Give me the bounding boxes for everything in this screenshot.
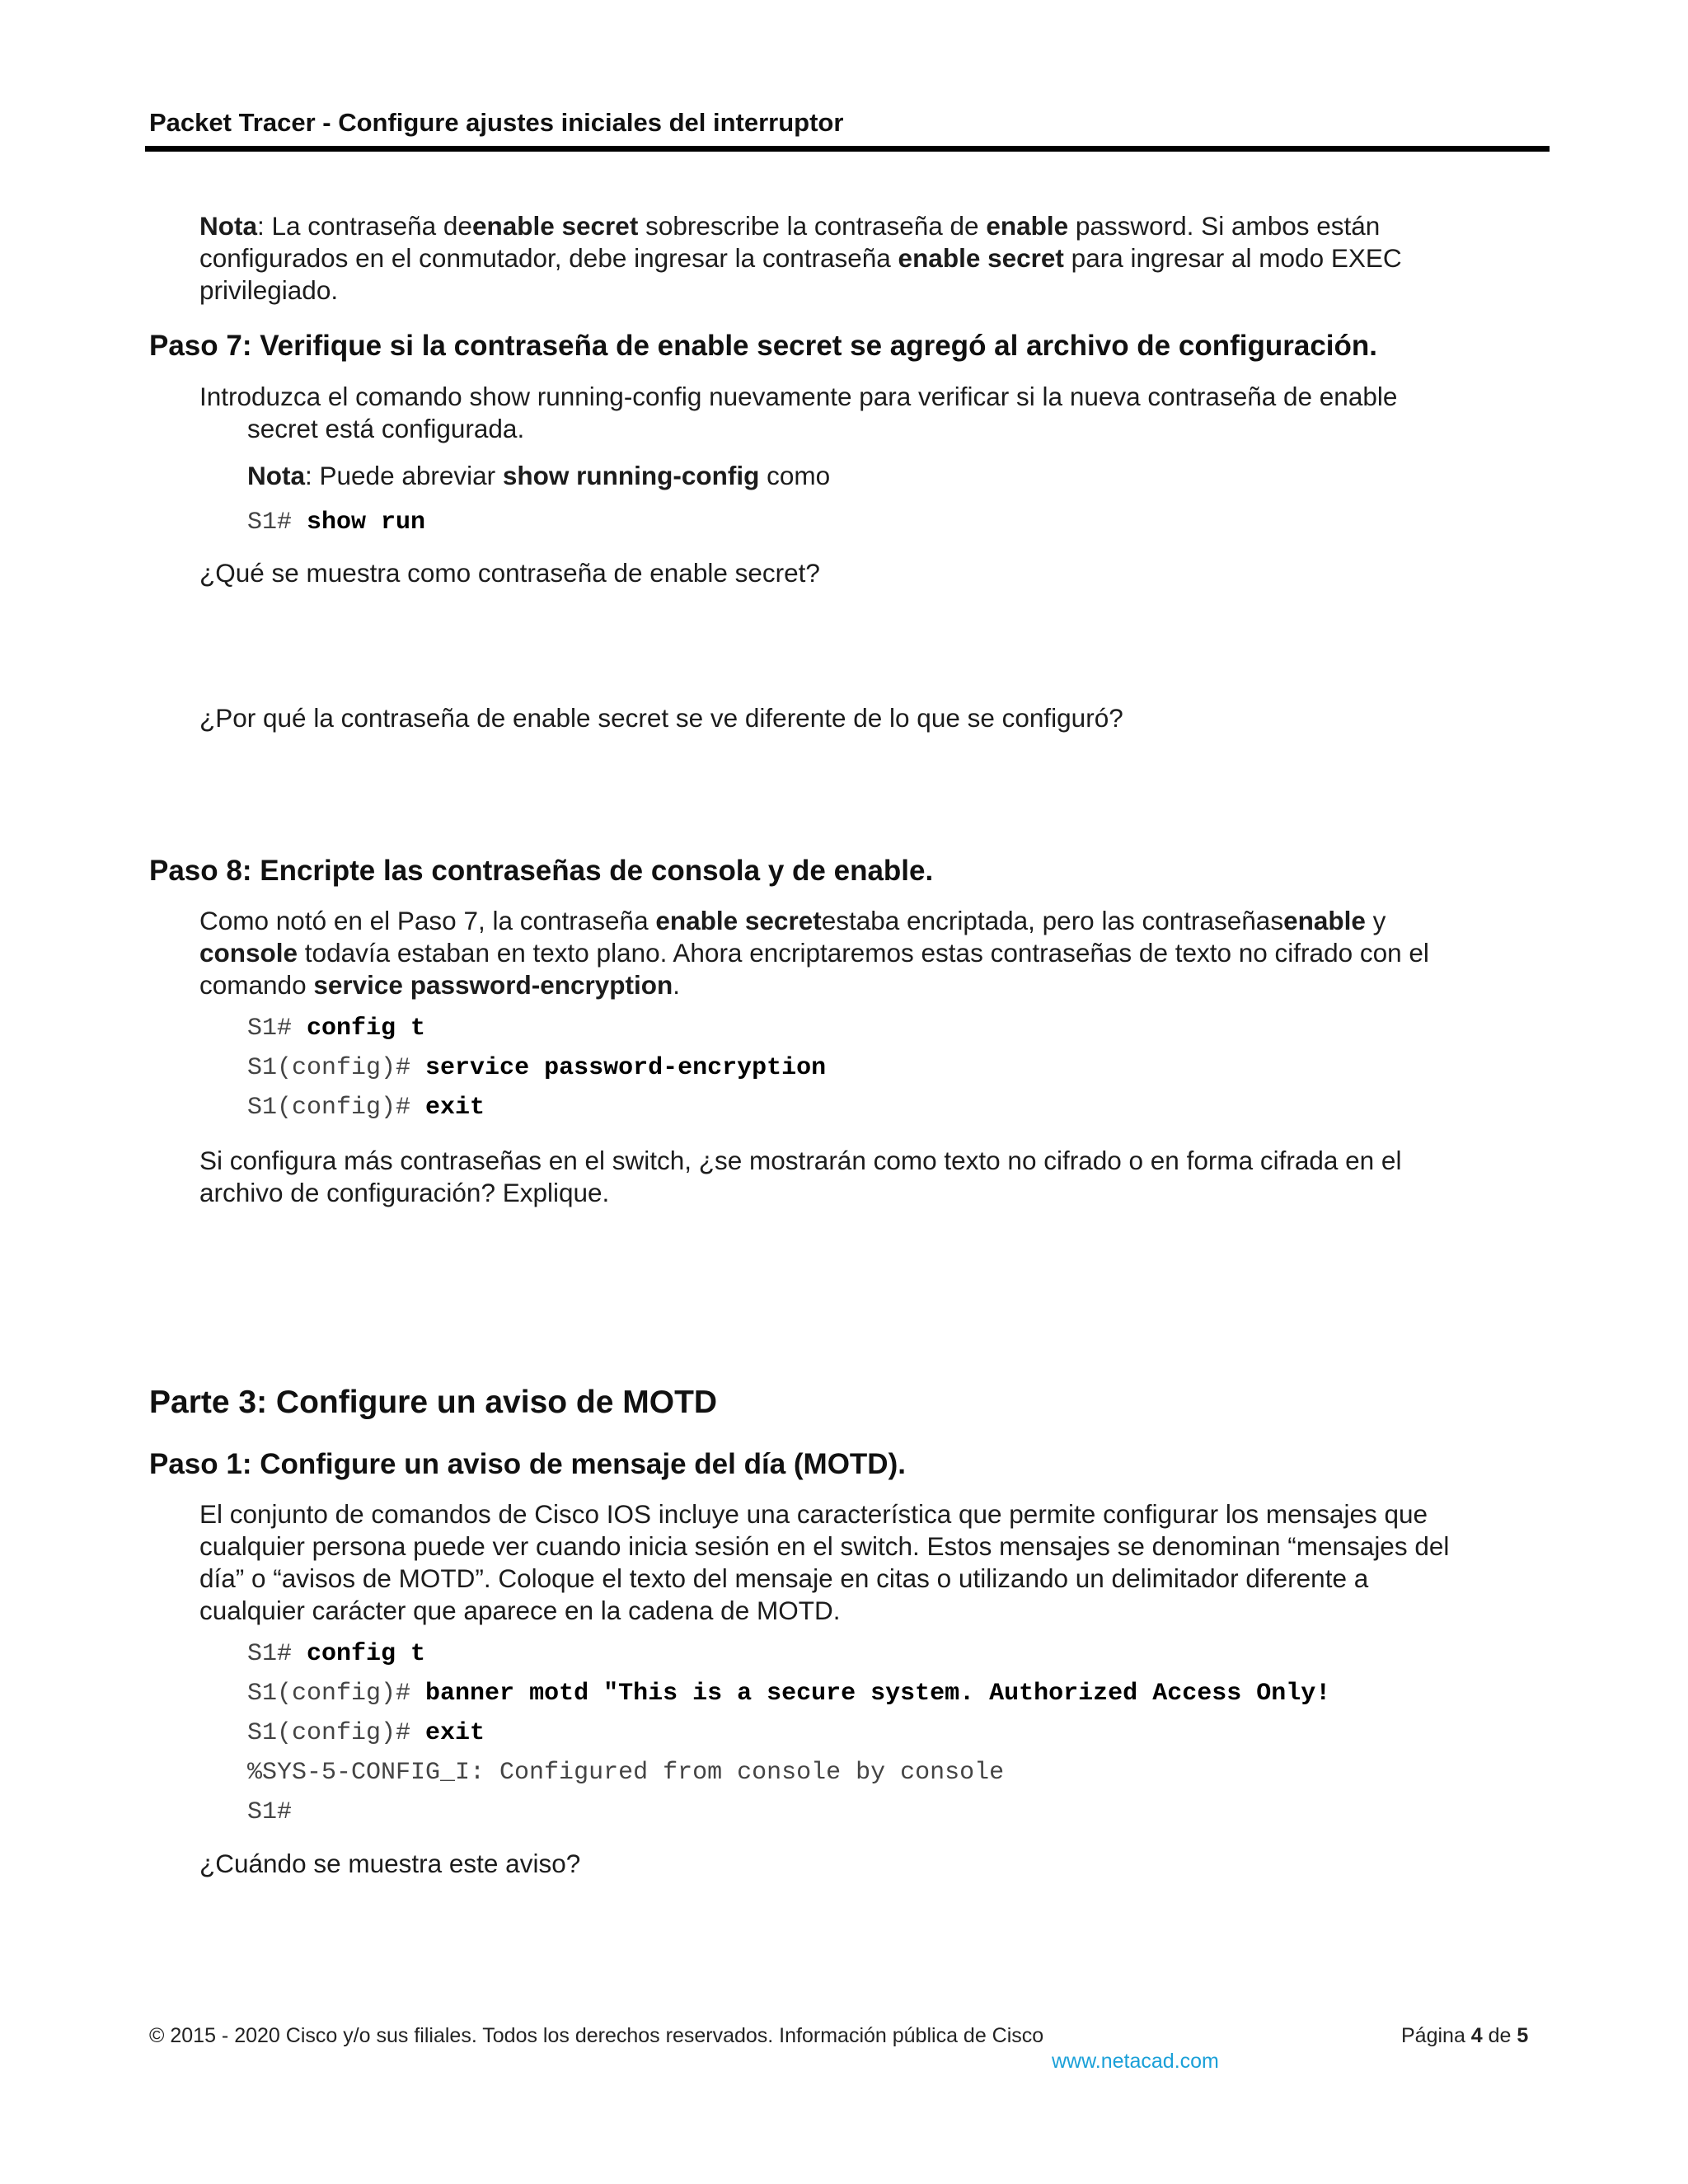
step7-intro-line-2: secret está configurada. (247, 414, 525, 443)
code-line-sys-message: %SYS-5-CONFIG_I: Configured from console by console (247, 1759, 1005, 1787)
note-label: Nota (199, 211, 257, 241)
step7-heading: Paso 7: Verifique si la contraseña de enable secret se agregó al archivo de configuración. (149, 330, 1377, 362)
step8-line-1: Como notó en el Paso 7, la contraseña enable secretestaba encriptada, pero las contraseñasenable y (199, 906, 1386, 935)
code-line-exit: S1(config)# exit (247, 1094, 485, 1122)
code-line-config-t-2: S1# config t (247, 1640, 426, 1668)
footer-copyright: © 2015 - 2020 Cisco y/o sus filiales. Todos los derechos reservados. Información pública de Cisco (149, 2024, 1044, 2047)
note-line-2: configurados en el conmutador, debe ingresar la contraseña enable secret para ingresar al modo EXEC (199, 243, 1402, 273)
code-line-prompt: S1# (247, 1798, 293, 1826)
code-line-banner-motd: S1(config)# banner motd "This is a secure system. Authorized Access Only! (247, 1680, 1331, 1708)
note-line-1: Nota: La contraseña deenable secret sobrescribe la contraseña de enable password. Si ambos están (199, 211, 1381, 241)
step1-heading: Paso 1: Configure un aviso de mensaje del día (MOTD). (149, 1448, 906, 1480)
step8-question: Si configura más contraseñas en el switch, ¿se mostrarán como texto no cifrado o en forma cifrada en el archivo de configuración? Explique. (199, 1146, 1402, 1207)
header-rule (145, 146, 1550, 152)
step7-intro-line-1: Introduzca el comando show running-config nuevamente para verificar si la nueva contraseña de enable (199, 382, 1398, 411)
note-paragraph (199, 210, 1402, 307)
step8-heading: Paso 8: Encripte las contraseñas de consola y de enable. (149, 855, 934, 887)
step1-paragraph: El conjunto de comandos de Cisco IOS incluye una característica que permite configurar los mensajes que cualquier persona puede ver cuando inicia sesión en el switch. Estos mensajes se denominan “mensajes del día” o “avisos de MOTD”. Coloque el texto del mensaje en citas o utilizando un delimitador diferente a cualquier carácter que aparece en la cadena de MOTD. (199, 1499, 1450, 1625)
note-line-3: privilegiado. (199, 275, 339, 305)
step7-note-label: Nota (247, 461, 305, 490)
step7-note: Nota: Puede abreviar show running-config como (247, 461, 831, 490)
code-line-service-encryption: S1(config)# service password-encryption (247, 1054, 827, 1082)
footer-netacad-link[interactable]: www.netacad.com (1052, 2050, 1219, 2073)
code-line-show-run: S1# show run (247, 509, 426, 537)
footer-page-number: Página 4 de 5 (1401, 2024, 1529, 2047)
part3-heading: Parte 3: Configure un aviso de MOTD (149, 1385, 718, 1420)
code-line-config-t: S1# config t (247, 1015, 426, 1043)
step1-question: ¿Cuándo se muestra este aviso? (199, 1849, 581, 1878)
step8-line-2: console todavía estaban en texto plano. Ahora encriptaremos estas contraseñas de texto no cifrado con el (199, 938, 1429, 968)
step7-question-2: ¿Por qué la contraseña de enable secret se ve diferente de lo que se configuró? (199, 703, 1123, 733)
step8-line-3: comando service password-encryption. (199, 970, 681, 1000)
step8-paragraph (199, 905, 1429, 1001)
code-line-exit-2: S1(config)# exit (247, 1719, 485, 1747)
step7-question-1: ¿Qué se muestra como contraseña de enable secret? (199, 558, 820, 588)
header-title: Packet Tracer - Configure ajustes iniciales del interruptor (149, 108, 844, 137)
